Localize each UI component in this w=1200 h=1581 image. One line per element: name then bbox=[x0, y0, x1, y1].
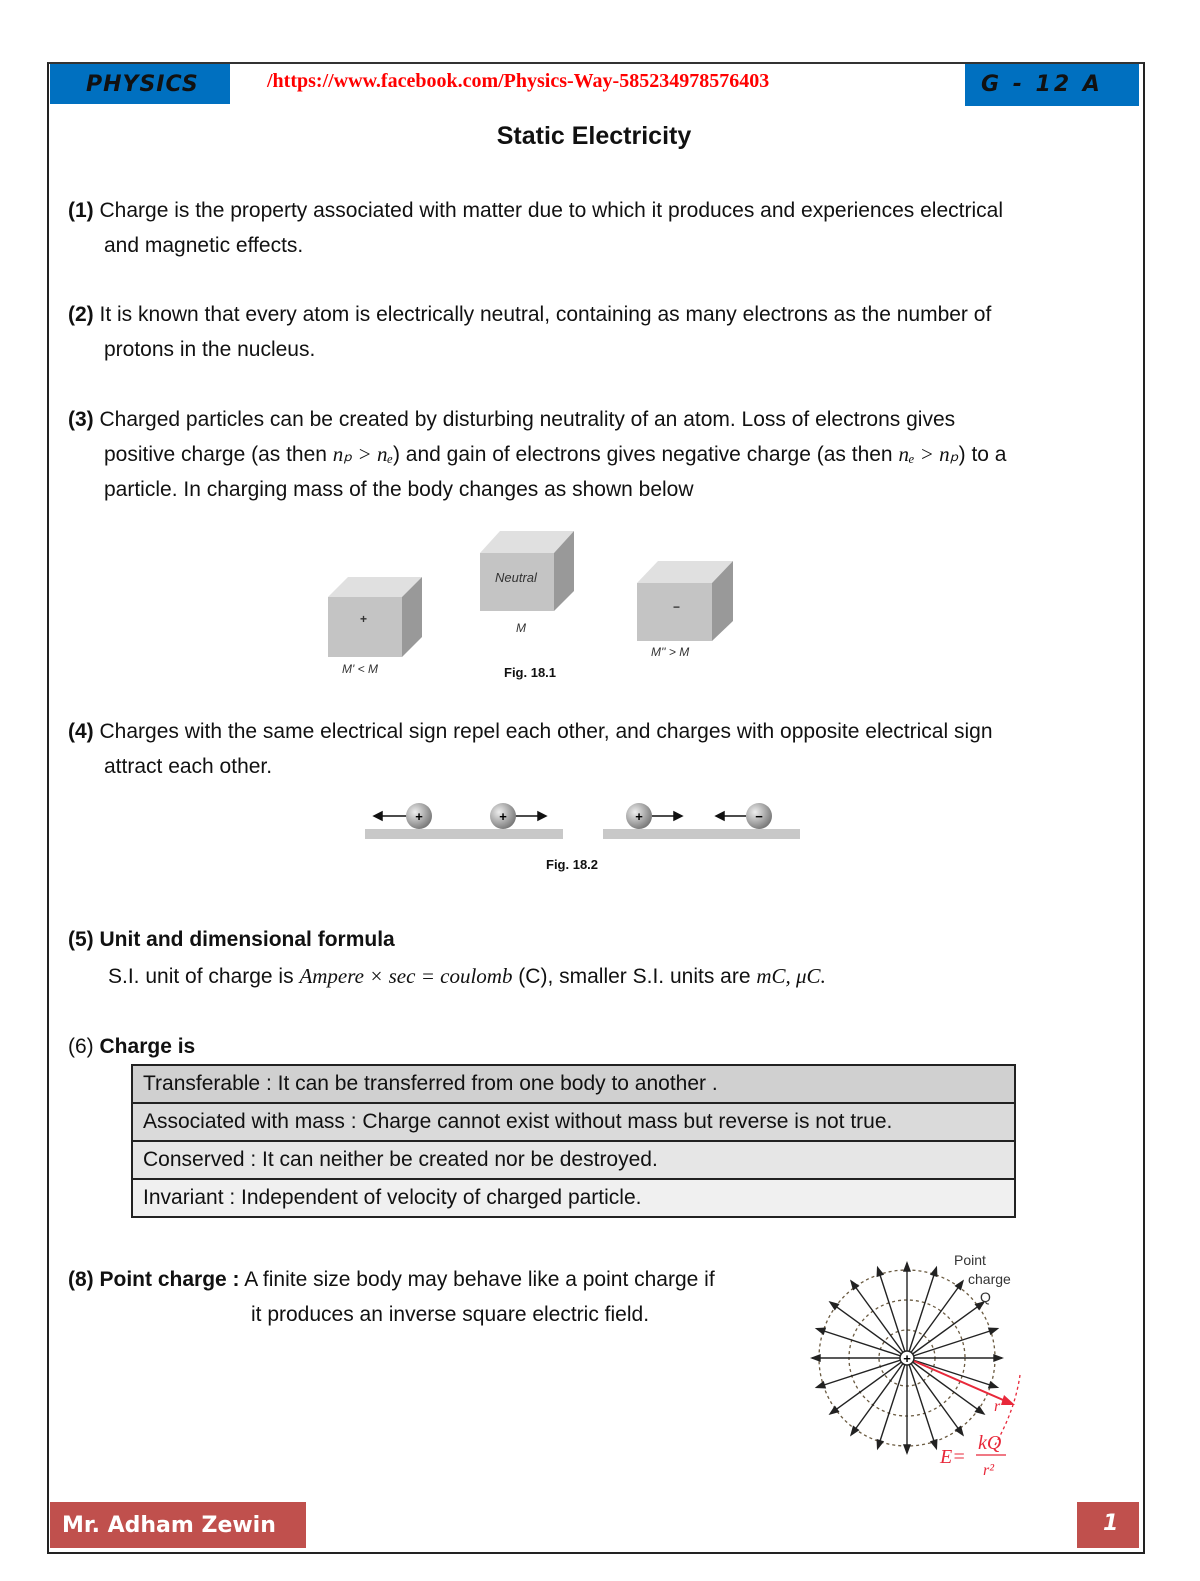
kq-label: kQ bbox=[978, 1432, 1002, 1454]
page-title: Static Electricity bbox=[496, 122, 692, 150]
point-number: (8) bbox=[68, 1268, 94, 1291]
math: nₚ > nₑ bbox=[332, 442, 393, 466]
point-charge-field-diagram bbox=[810, 1245, 1040, 1485]
minus-sign: − bbox=[755, 809, 763, 824]
text: S.I. unit of charge is bbox=[108, 965, 300, 988]
arrowhead-icon bbox=[956, 1281, 963, 1289]
point-text: particle. In charging mass of the body changes as shown below bbox=[104, 478, 694, 501]
field-line bbox=[907, 1268, 936, 1358]
point-text: attract each other. bbox=[104, 755, 273, 778]
field-line bbox=[830, 1358, 907, 1414]
text: ) to a bbox=[958, 443, 1007, 466]
point-1 bbox=[68, 193, 1128, 263]
point-number: (6) bbox=[68, 1035, 94, 1058]
field-line bbox=[907, 1281, 963, 1358]
svg-text:+: + bbox=[903, 1351, 911, 1366]
field-line bbox=[851, 1281, 907, 1358]
author-name: Mr. Adham Zewin bbox=[62, 1513, 276, 1538]
point-text: A finite size body may behave like a point charge if bbox=[239, 1268, 715, 1291]
neutral-mass-label: M bbox=[516, 621, 526, 635]
point-text: protons in the nucleus. bbox=[104, 338, 316, 361]
arrowhead-icon bbox=[817, 1382, 826, 1388]
point-text: Charged particles can be created by disturbing neutrality of an atom. Loss of electrons gives bbox=[99, 408, 956, 431]
point-4 bbox=[68, 714, 1128, 784]
table-cell: Associated with mass : Charge cannot exist without mass but reverse is not true. bbox=[132, 1103, 1015, 1141]
arrowhead-icon bbox=[830, 1407, 838, 1414]
grade-badge bbox=[965, 64, 1139, 106]
arrowhead-icon bbox=[989, 1328, 998, 1334]
text: ) and gain of electrons gives negative charge (as then bbox=[392, 443, 899, 466]
point-number: (4) bbox=[68, 720, 94, 743]
arrowhead-icon bbox=[956, 1427, 963, 1435]
positive-cube bbox=[328, 577, 422, 657]
field-line bbox=[830, 1302, 907, 1358]
r2-label: r² bbox=[983, 1462, 995, 1479]
text: positive charge (as then bbox=[104, 443, 333, 466]
author-badge bbox=[50, 1502, 306, 1548]
fig-18-1-caption: Fig. 18.1 bbox=[504, 665, 557, 680]
point-2 bbox=[68, 297, 1128, 367]
point-8 bbox=[68, 1262, 788, 1332]
table-row bbox=[132, 1141, 1015, 1179]
table-cell: Transferable : It can be transferred from one body to another . bbox=[132, 1065, 1015, 1103]
point-number: (5) bbox=[68, 928, 94, 951]
point-text: Charge is the property associated with matter due to which it produces and experiences electrical bbox=[99, 199, 1003, 222]
plus-sign: + bbox=[415, 809, 423, 824]
positive-mass-label: M' < M bbox=[342, 662, 378, 676]
arrowhead-icon bbox=[931, 1268, 937, 1277]
point-heading: Charge is bbox=[99, 1035, 196, 1058]
q-label: Q bbox=[980, 1289, 991, 1305]
table-cell: Invariant : Independent of velocity of charged particle. bbox=[132, 1179, 1015, 1217]
field-line bbox=[851, 1358, 907, 1435]
point-heading: Point charge : bbox=[99, 1268, 240, 1291]
field-line bbox=[907, 1358, 997, 1387]
arrowhead-icon bbox=[989, 1382, 998, 1388]
positive-sign: + bbox=[360, 612, 368, 626]
field-line bbox=[907, 1302, 984, 1358]
field-line bbox=[817, 1329, 907, 1358]
neutral-label: Neutral bbox=[495, 570, 537, 585]
fig-18-1-cubes bbox=[320, 525, 750, 665]
table-row bbox=[132, 1103, 1015, 1141]
negative-mass-label: M'' > M bbox=[651, 645, 690, 659]
plus-sign: + bbox=[635, 809, 643, 824]
point-6 bbox=[68, 1029, 1128, 1064]
r-label: r bbox=[994, 1398, 1001, 1415]
arrowhead-icon bbox=[877, 1268, 883, 1277]
math: mC, μC. bbox=[756, 964, 826, 988]
table-cell: Conserved : It can neither be created nor be destroyed. bbox=[132, 1141, 1015, 1179]
arrowhead-icon bbox=[904, 1263, 910, 1271]
arrowhead-icon bbox=[851, 1427, 858, 1435]
subject-label: PHYSICS bbox=[86, 72, 199, 97]
plus-sign: + bbox=[499, 809, 507, 824]
field-line bbox=[878, 1268, 907, 1358]
arrowhead-icon bbox=[931, 1440, 937, 1449]
math: Ampere × sec = coulomb bbox=[299, 964, 513, 988]
arrowhead-icon bbox=[994, 1355, 1002, 1361]
charge-label: charge bbox=[968, 1271, 1011, 1287]
arrowhead-icon bbox=[817, 1328, 826, 1334]
page-number-badge bbox=[1077, 1502, 1139, 1548]
point-number: (2) bbox=[68, 303, 94, 326]
point-3 bbox=[68, 402, 1128, 507]
point-number: (3) bbox=[68, 408, 94, 431]
table-row bbox=[132, 1065, 1015, 1103]
point-5 bbox=[68, 922, 1128, 994]
charge-properties-table bbox=[131, 1064, 1016, 1218]
negative-sign: − bbox=[673, 600, 681, 614]
text: (C), smaller S.I. units are bbox=[512, 965, 757, 988]
point-text: and magnetic effects. bbox=[104, 234, 304, 257]
page-number: 1 bbox=[1103, 1511, 1119, 1536]
point-number: (1) bbox=[68, 199, 94, 222]
surface bbox=[365, 829, 563, 839]
facebook-link[interactable]: /https://www.facebook.com/Physics-Way-585234978576403 bbox=[267, 70, 770, 92]
arrowhead-icon bbox=[851, 1281, 858, 1289]
subject-badge bbox=[50, 64, 230, 104]
arrowhead-icon bbox=[877, 1440, 883, 1449]
point-text: Charges with the same electrical sign repel each other, and charges with opposite electrical sign bbox=[99, 720, 993, 743]
surface bbox=[603, 829, 800, 839]
arrowhead-icon bbox=[812, 1355, 820, 1361]
arrowhead-icon bbox=[904, 1445, 910, 1453]
point-label: Point bbox=[954, 1252, 986, 1268]
arrowhead-icon bbox=[976, 1407, 984, 1414]
point-text bbox=[68, 437, 1128, 472]
e-label: E= bbox=[940, 1446, 966, 1468]
fig-18-2-charges bbox=[360, 795, 810, 845]
arrowhead-icon bbox=[830, 1302, 838, 1309]
table-row bbox=[132, 1179, 1015, 1217]
grade-label: G - 12 A bbox=[981, 72, 1103, 97]
negative-cube bbox=[637, 561, 733, 641]
point-text: it produces an inverse square electric field. bbox=[251, 1303, 650, 1326]
math: nₑ > nₚ bbox=[898, 442, 959, 466]
fig-18-2-caption: Fig. 18.2 bbox=[546, 857, 599, 872]
point-heading: Unit and dimensional formula bbox=[99, 928, 395, 951]
point-text bbox=[68, 957, 1128, 994]
point-text: It is known that every atom is electrically neutral, containing as many electrons as the number of bbox=[99, 303, 992, 326]
field-line bbox=[817, 1358, 907, 1387]
